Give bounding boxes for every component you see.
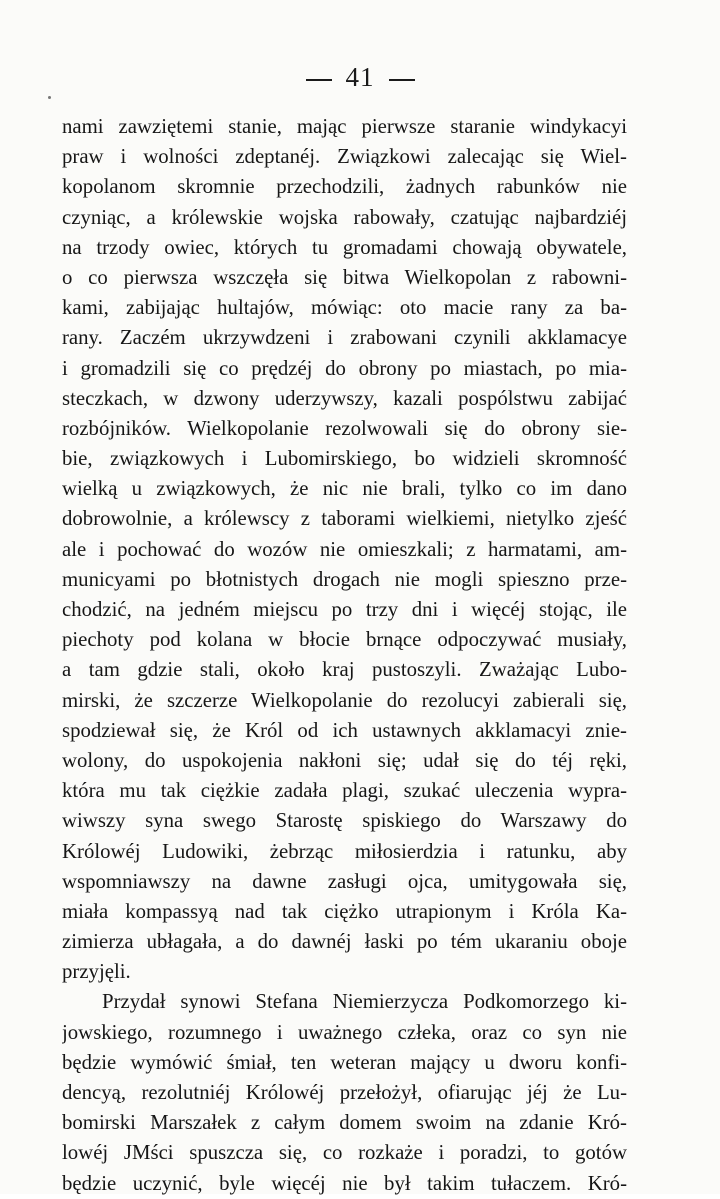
text-line: czyniąc, a królewskie wojska rabowały, czatując najbardziéj [62, 205, 627, 229]
text-line: rany. Zaczém ukrzywdzeni i zrabowani czynili akklamacye [62, 326, 627, 350]
text-line: lowéj JMści spuszcza się, co rozkaże i poradzi, to gotów [62, 1141, 627, 1165]
text-line: wiwszy syna swego Starostę spiskiego do Warszawy do [62, 809, 627, 833]
page-header [0, 62, 720, 93]
header-dash-left [306, 79, 332, 81]
text-line: dobrowolnie, a królewscy z taborami wielkiemi, nietylko zjeść [62, 507, 627, 531]
paragraph [62, 987, 627, 1198]
text-line: spodziewał się, że Król od ich ustawnych akklamacyi znie- [62, 718, 627, 742]
text-line: Królowéj Ludowiki, żebrząc miłosierdzia i ratunku, aby [62, 839, 627, 863]
text-line: wolony, do uspokojenia nakłoni się; udał się do téj ręki, [62, 748, 627, 772]
text-line: jowskiego, rozumnego i uważnego człeka, oraz co syn nie [62, 1020, 627, 1044]
text-line: zimierza ubłagała, a do dawnéj łaski po tém ukaraniu oboje [62, 930, 627, 954]
text-line: miała kompassyą nad tak ciężko utrapionym i Króla Ka- [62, 899, 627, 923]
page-number: 41 [345, 62, 375, 92]
text-line: chodzić, na jedném miejscu po trzy dni i więcéj stojąc, ile [62, 598, 627, 621]
text-line: o co pierwsza wszczęła się bitwa Wielkopolan z rabowni- [62, 265, 627, 289]
text-line: będzie uczynić, byle więcéj nie był takim tułaczem. Kró- [62, 1171, 627, 1195]
text-line: kopolanom skromnie przechodzili, żadnych rabunków nie [62, 175, 627, 199]
text-line: praw i wolności zdeptanéj. Związkowi zalecając się Wiel- [62, 145, 627, 169]
text-line: kami, zabijając hultajów, mówiąc: oto macie rany za ba- [62, 296, 627, 320]
text-line: wspomniawszy na dawne zasługi ojca, umitygowała się, [62, 869, 627, 893]
text-line: bie, związkowych i Lubomirskiego, bo widzieli skromność [62, 447, 627, 471]
text-line: wielką u związkowych, że nic nie brali, tylko co im dano [62, 477, 627, 501]
text-line: rozbójników. Wielkopolanie rezolwowali się do obrony sie- [62, 416, 627, 440]
text-line: steczkach, w dzwony uderzywszy, kazali pospólstwu zabijać [62, 386, 627, 410]
body-text [62, 112, 627, 1199]
header-dash-right [389, 79, 415, 81]
text-line: nami zawziętemi stanie, mając pierwsze staranie windykacyi [62, 115, 627, 138]
text-line: mirski, że szczerze Wielkopolanie do rezolucyi zabierali się, [62, 688, 627, 712]
text-line: ale i pochować do wozów nie omieszkali; z harmatami, am- [62, 537, 627, 561]
text-line: municyami po błotnistych drogach nie mogli spiesznо prze- [62, 567, 627, 591]
text-line: a tam gdzie stali, około kraj pustoszyli. Zważając Lubo- [62, 658, 627, 682]
text-line: dencyą, rezolutniéj Królowéj przełożył, ofiarując jéj że Lu- [62, 1081, 627, 1104]
text-line: bomirski Marszałek z całym domem swoim na zdanie Kró- [62, 1111, 627, 1135]
text-line: Przydał synowi Stefana Niemierzycza Podkomorzego ki- [102, 990, 627, 1014]
text-line: przyjęli. [62, 960, 131, 984]
text-line: i gromadzili się co prędzéj do obrony po miastach, po mia- [62, 356, 627, 380]
text-line: piechoty pod kolana w błocie brnące odpoczywać musiały, [62, 628, 627, 652]
ink-speck [48, 96, 51, 99]
text-line: będzie wymówić śmiał, ten weteran mający u dworu konfi- [62, 1050, 627, 1074]
paragraph [62, 112, 627, 987]
text-line: która mu tak ciężkie zadała plagi, szukać uleczenia wypra- [62, 779, 627, 803]
text-line: na trzody owiec, których tu gromadami chowają obywatele, [62, 235, 627, 259]
